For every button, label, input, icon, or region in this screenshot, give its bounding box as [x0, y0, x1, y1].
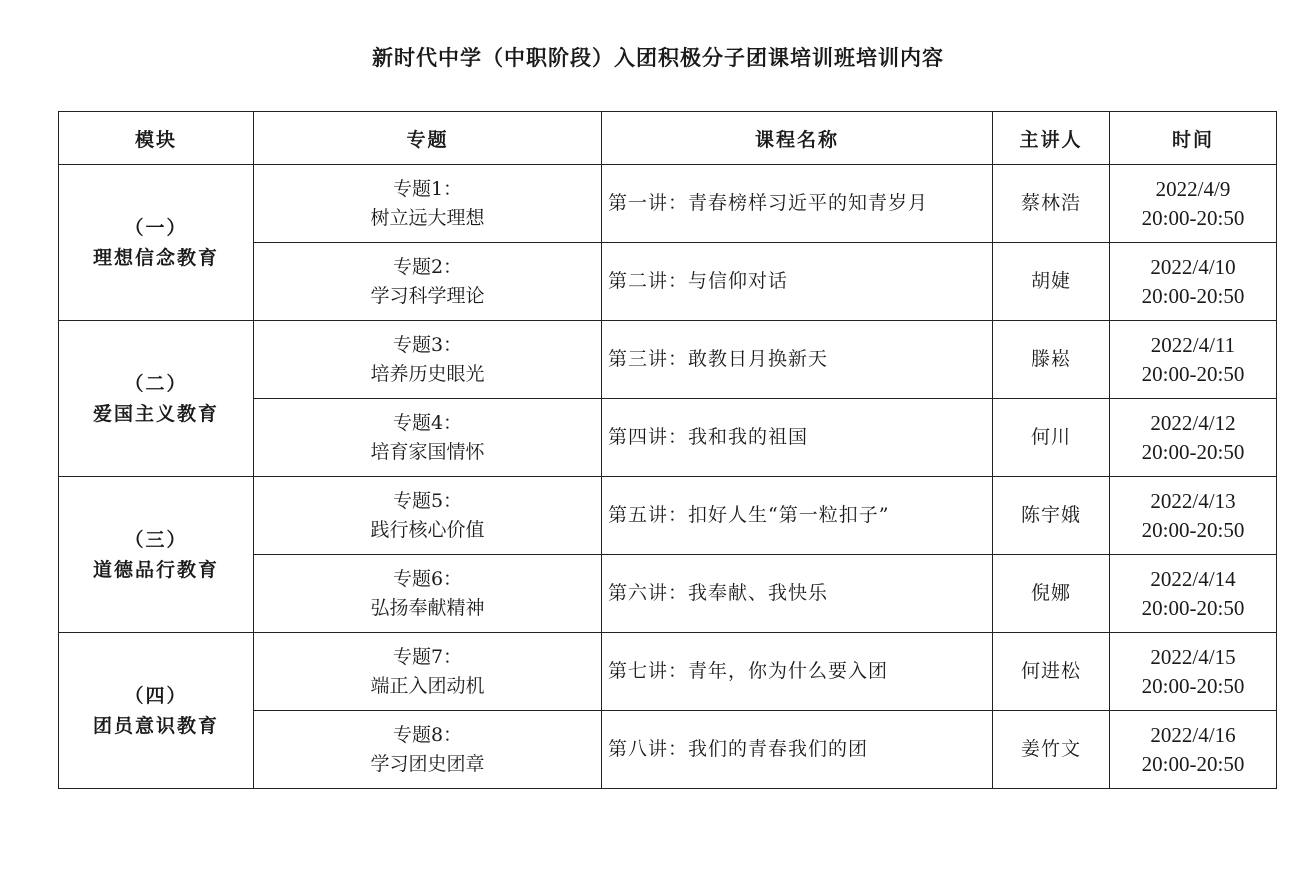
session-date: 2022/4/14 [1150, 566, 1236, 591]
topic-cell [254, 633, 602, 711]
topic-label: 专题3： [392, 333, 463, 356]
header-time: 时间 [1110, 112, 1277, 165]
topic-cell [254, 321, 602, 399]
session-time: 20:00-20:50 [1141, 673, 1245, 698]
header-module: 模块 [59, 112, 254, 165]
table-row [59, 633, 1277, 711]
session-time: 20:00-20:50 [1141, 595, 1245, 620]
topic-cell [254, 711, 602, 789]
speaker-name: 蔡林浩 [993, 165, 1110, 243]
session-time: 20:00-20:50 [1141, 517, 1245, 542]
module-cell [59, 321, 254, 477]
time-cell [1110, 399, 1277, 477]
module-name: 爱国主义教育 [92, 402, 219, 425]
topic-label: 专题5： [392, 489, 463, 512]
time-cell [1110, 243, 1277, 321]
topic-cell [254, 243, 602, 321]
speaker-name: 倪娜 [993, 555, 1110, 633]
header-topic: 专题 [254, 112, 602, 165]
course-name: 第一讲：青春榜样习近平的知青岁月 [602, 165, 993, 243]
session-date: 2022/4/13 [1150, 488, 1236, 513]
module-cell [59, 633, 254, 789]
module-number: （四） [124, 684, 188, 707]
session-time: 20:00-20:50 [1141, 283, 1245, 308]
header-speaker: 主讲人 [993, 112, 1110, 165]
module-cell [59, 477, 254, 633]
topic-name: 学习团史团章 [370, 752, 485, 775]
topic-name: 践行核心价值 [370, 518, 485, 541]
topic-label: 专题4： [392, 411, 463, 434]
topic-label: 专题2： [392, 255, 463, 278]
course-name: 第六讲：我奉献、我快乐 [602, 555, 993, 633]
module-name: 理想信念教育 [92, 246, 219, 269]
table-row [59, 477, 1277, 555]
topic-name: 树立远大理想 [370, 206, 485, 229]
module-name: 团员意识教育 [92, 714, 219, 737]
topic-label: 专题6： [392, 567, 463, 590]
session-date: 2022/4/11 [1150, 332, 1236, 357]
speaker-name: 滕崧 [993, 321, 1110, 399]
table-row [59, 321, 1277, 399]
course-name: 第五讲：扣好人生“第一粒扣子” [602, 477, 993, 555]
topic-name: 弘扬奉献精神 [370, 596, 485, 619]
time-cell [1110, 477, 1277, 555]
topic-name: 培育家国情怀 [370, 440, 485, 463]
topic-name: 培养历史眼光 [370, 362, 485, 385]
session-time: 20:00-20:50 [1141, 751, 1245, 776]
module-name: 道德品行教育 [92, 558, 219, 581]
session-date: 2022/4/12 [1150, 410, 1236, 435]
topic-label: 专题1： [392, 177, 463, 200]
session-time: 20:00-20:50 [1141, 361, 1245, 386]
course-name: 第二讲：与信仰对话 [602, 243, 993, 321]
time-cell [1110, 633, 1277, 711]
topic-cell [254, 399, 602, 477]
module-cell [59, 165, 254, 321]
topic-cell [254, 555, 602, 633]
time-cell [1110, 321, 1277, 399]
topic-cell [254, 165, 602, 243]
module-number: （三） [124, 528, 188, 551]
time-cell [1110, 555, 1277, 633]
header-course: 课程名称 [602, 112, 993, 165]
session-date: 2022/4/10 [1150, 254, 1236, 279]
session-date: 2022/4/16 [1150, 722, 1236, 747]
speaker-name: 何川 [993, 399, 1110, 477]
table-row [59, 165, 1277, 243]
speaker-name: 姜竹文 [993, 711, 1110, 789]
speaker-name: 何进松 [993, 633, 1110, 711]
speaker-name: 陈宇娥 [993, 477, 1110, 555]
table-header-row [59, 112, 1277, 165]
session-time: 20:00-20:50 [1141, 439, 1245, 464]
time-cell [1110, 165, 1277, 243]
course-name: 第八讲：我们的青春我们的团 [602, 711, 993, 789]
topic-name: 端正入团动机 [370, 674, 485, 697]
module-number: （二） [124, 372, 188, 395]
topic-cell [254, 477, 602, 555]
time-cell [1110, 711, 1277, 789]
session-date: 2022/4/9 [1155, 176, 1231, 201]
topic-label: 专题7： [392, 645, 463, 668]
session-date: 2022/4/15 [1150, 644, 1236, 669]
speaker-name: 胡婕 [993, 243, 1110, 321]
training-schedule-table [58, 111, 1277, 789]
module-number: （一） [124, 216, 188, 239]
topic-label: 专题8： [392, 723, 463, 746]
session-time: 20:00-20:50 [1141, 205, 1245, 230]
course-name: 第七讲：青年，你为什么要入团 [602, 633, 993, 711]
course-name: 第四讲：我和我的祖国 [602, 399, 993, 477]
topic-name: 学习科学理论 [370, 284, 485, 307]
document-title: 新时代中学（中职阶段）入团积极分子团课培训班培训内容 [372, 46, 944, 70]
course-name: 第三讲：敢教日月换新天 [602, 321, 993, 399]
